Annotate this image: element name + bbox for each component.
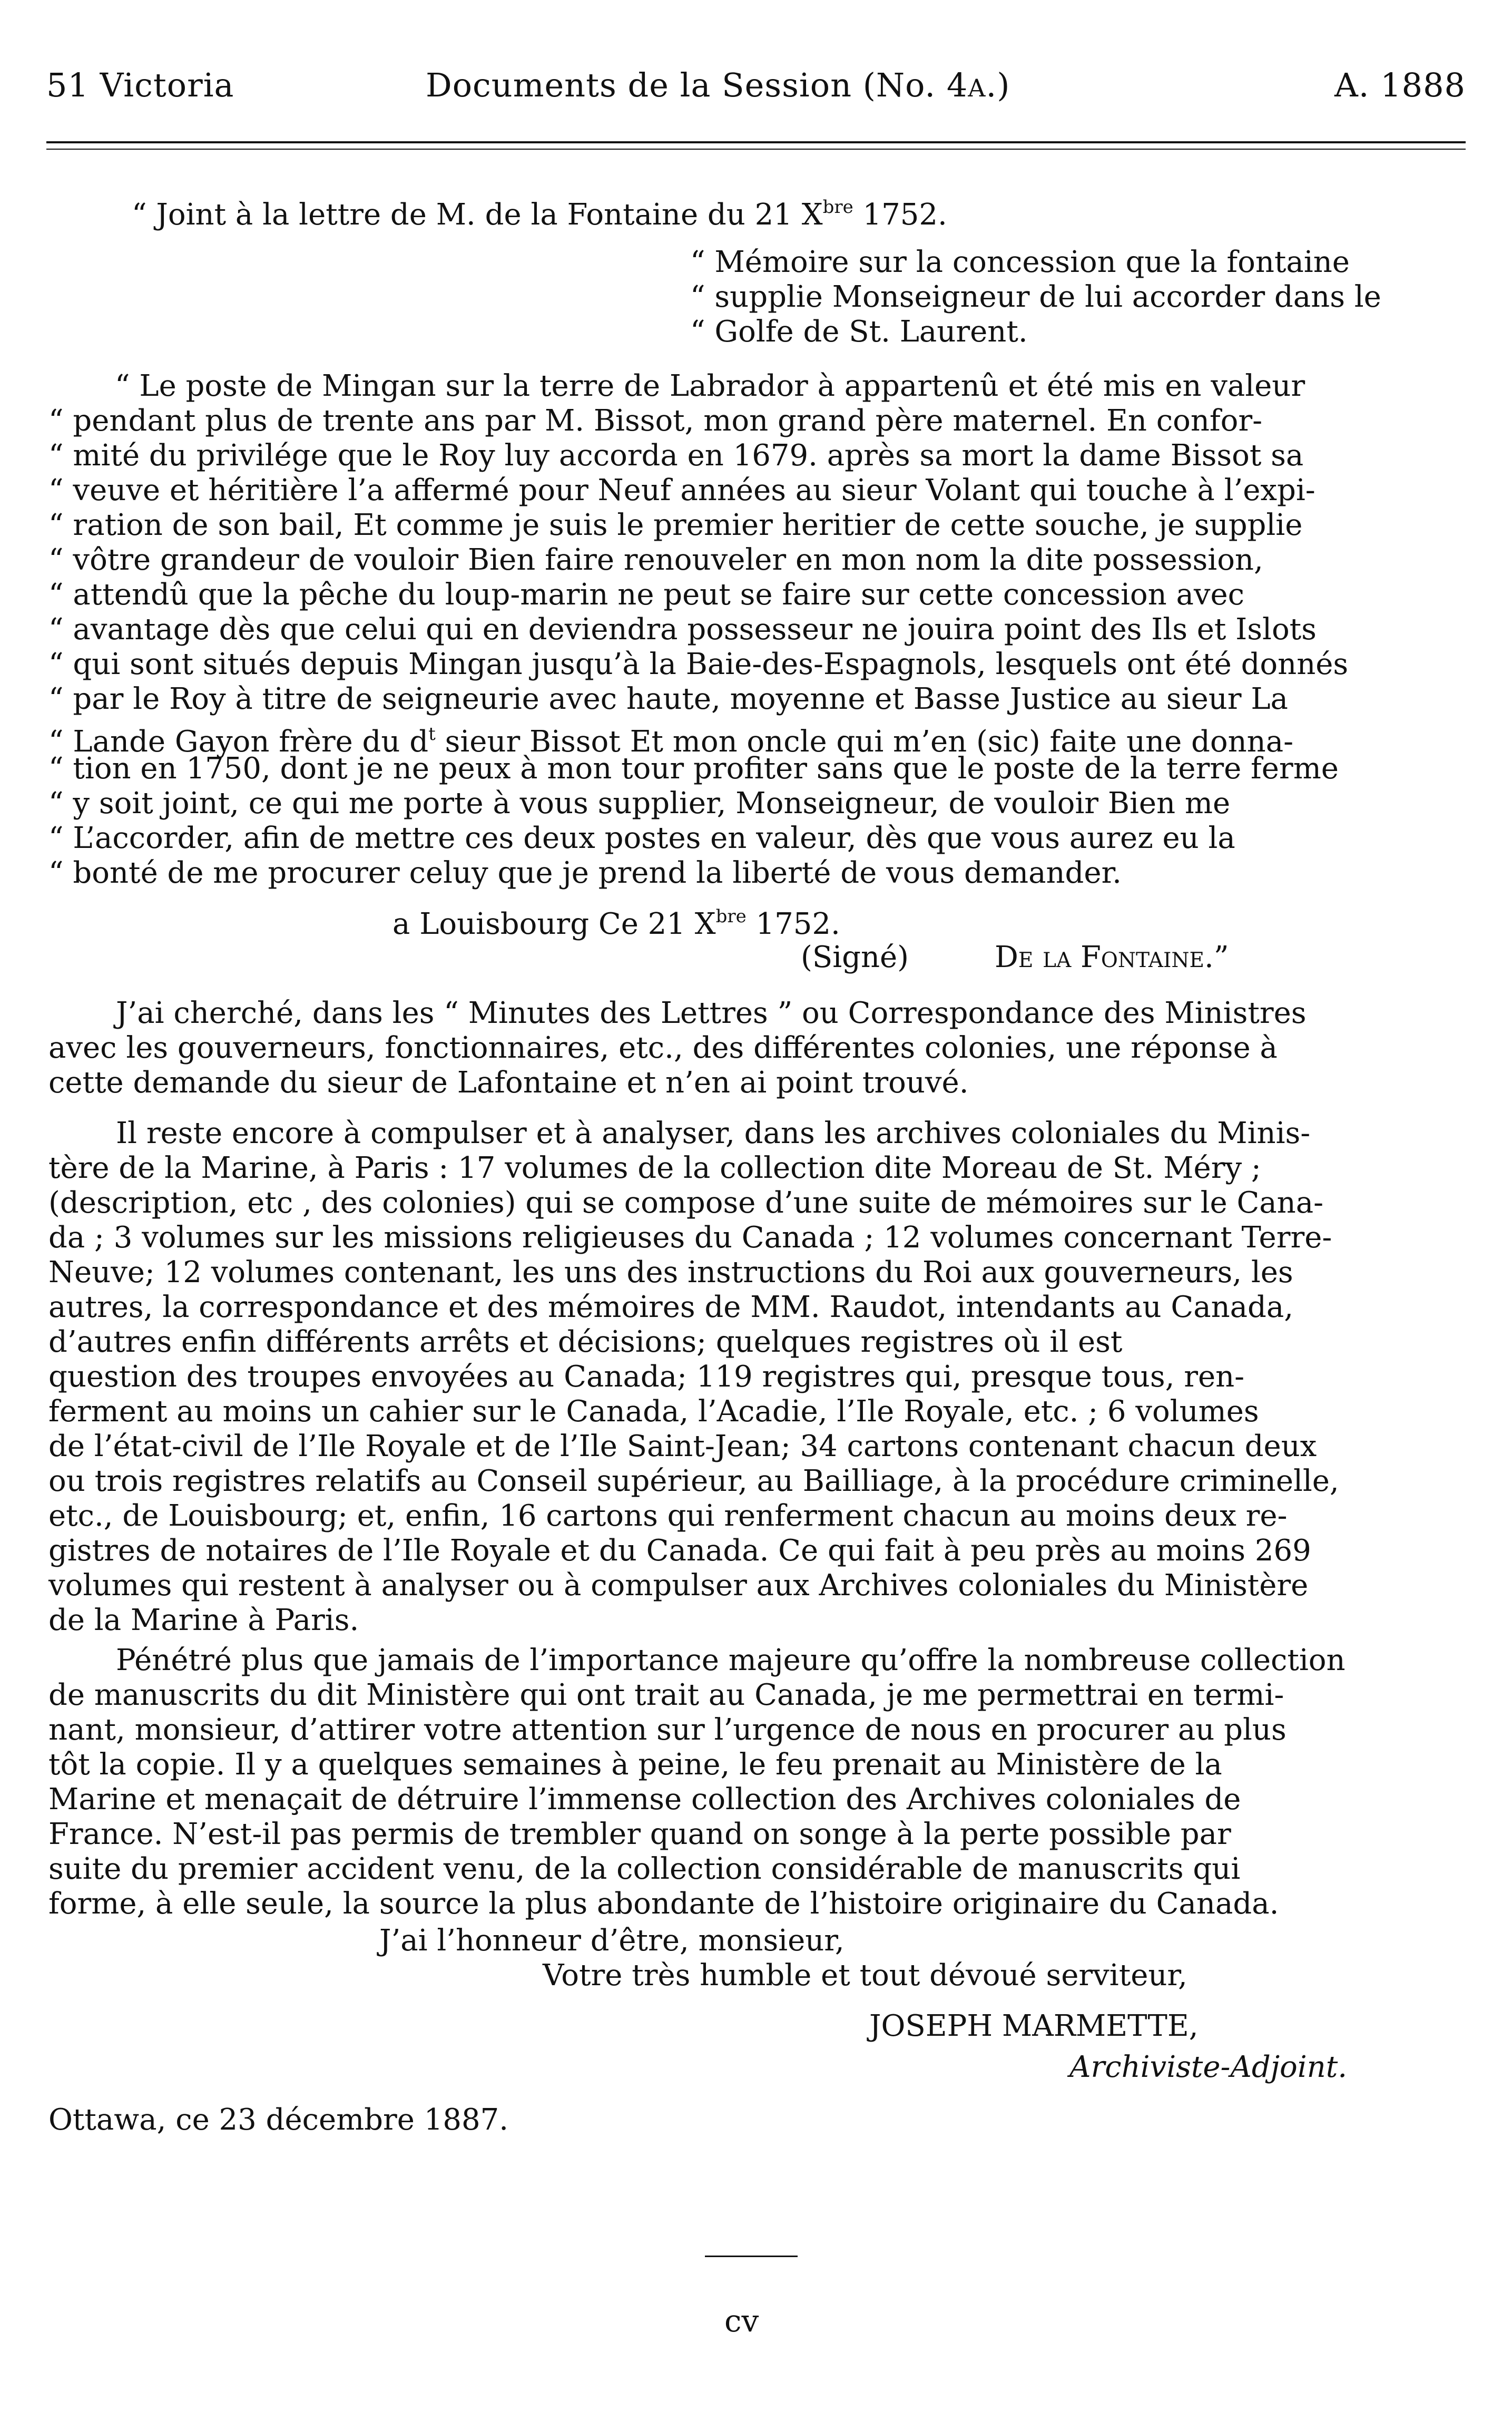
paragraph-line: nant, monsieur, d’attirer votre attention sur l’urgence de nous en procurer au plus bbox=[48, 1713, 1287, 1747]
paragraph-line: Marine et menaçait de détruire l’immense collection des Archives coloniales de bbox=[48, 1782, 1241, 1817]
enclosure-heading bbox=[132, 190, 947, 232]
memoir-line: “ vôtre grandeur de vouloir Bien faire renouveler en mon nom la dite possession, bbox=[48, 543, 1263, 577]
memoir-line: “ ration de son bail, Et comme je suis le premier heritier de cette souche, je supplie bbox=[48, 508, 1303, 542]
memoir-signer: De la Fontaine.” bbox=[995, 940, 1229, 974]
enclosure-heading-year: 1752. bbox=[853, 198, 947, 232]
paragraph-line: avec les gouverneurs, fonctionnaires, etc., des différentes colonies, une réponse à bbox=[48, 1031, 1278, 1065]
enclosure-heading-text: “ Joint à la lettre de M. de la Fontaine du 21 X bbox=[132, 198, 823, 232]
paragraph-line: J’ai cherché, dans les “ Minutes des Lettres ” ou Correspondance des Ministres bbox=[116, 996, 1307, 1030]
memoir-line: “ mité du privilége que le Roy luy accorda en 1679. après sa mort la dame Bissot sa bbox=[48, 438, 1304, 473]
signed-label: (Signé) bbox=[801, 940, 909, 974]
paragraph-line: Pénétré plus que jamais de l’importance majeure qu’offre la nombreuse collection bbox=[116, 1643, 1346, 1677]
memoir-date-year: 1752. bbox=[746, 907, 840, 941]
header-volume: 51 Victoria bbox=[46, 66, 234, 104]
paragraph-line: gistres de notaires de l’Ile Royale et du Canada. Ce qui fait à peu près au moins 269 bbox=[48, 1534, 1311, 1568]
signatory-title: Archiviste-Adjoint. bbox=[1069, 2050, 1348, 2084]
paragraph-line: de la Marine à Paris. bbox=[48, 1603, 359, 1637]
memoir-title-line: “ Mémoire sur la concession que la fontaine bbox=[690, 245, 1350, 279]
memoir-date-text: a Louisbourg Ce 21 X bbox=[392, 907, 716, 941]
memoir-line: “ attendû que la pêche du loup-marin ne peut se faire sur cette concession avec bbox=[48, 578, 1245, 612]
paragraph-line: question des troupes envoyées au Canada; 119 registres qui, presque tous, ren- bbox=[48, 1360, 1245, 1394]
paragraph-line: (description, etc , des colonies) qui se compose d’une suite de mémoires sur le Cana- bbox=[48, 1186, 1324, 1220]
memoir-line-text: sieur Bissot Et mon oncle qui m’en (sic) faite une donna- bbox=[435, 725, 1294, 759]
paragraph-line: etc., de Louisbourg; et, enfin, 16 cartons qui renferment chacun au moins deux re- bbox=[48, 1499, 1288, 1533]
memoir-line: “ bonté de me procurer celuy que je prend la liberté de vous demander. bbox=[48, 856, 1122, 890]
paragraph-line: volumes qui restent à analyser ou à compulser aux Archives coloniales du Ministère bbox=[48, 1568, 1309, 1603]
header-title bbox=[426, 66, 1010, 104]
paragraph-line: cette demande du sieur de Lafontaine et n’en ai point trouvé. bbox=[48, 1066, 969, 1100]
paragraph-line: autres, la correspondance et des mémoires de MM. Raudot, intendants au Canada, bbox=[48, 1290, 1294, 1324]
memoir-line: “ tion en 1750, dont je ne peux à mon tour profiter sans que le poste de la terre ferme bbox=[48, 751, 1339, 786]
memoir-title-line: “ supplie Monseigneur de lui accorder dans le bbox=[690, 280, 1381, 314]
footer-rule bbox=[705, 2256, 798, 2257]
paragraph-line: tère de la Marine, à Paris : 17 volumes de la collection dite Moreau de St. Méry ; bbox=[48, 1151, 1261, 1185]
paragraph-line: forme, à elle seule, la source la plus abondante de l’histoire originaire du Canada. bbox=[48, 1887, 1279, 1921]
memoir-line: “ pendant plus de trente ans par M. Bissot, mon grand père maternel. En confor- bbox=[48, 404, 1263, 438]
memoir-line: “ avantage dès que celui qui en deviendra possesseur ne jouira point des Ils et Islots bbox=[48, 612, 1317, 647]
memoir-line: “ y soit joint, ce qui me porte à vous supplier, Monseigneur, de vouloir Bien me bbox=[48, 786, 1231, 821]
memoir-line: “ L’accorder, afin de mettre ces deux postes en valeur, dès que vous aurez eu la bbox=[48, 821, 1235, 855]
page-folio: cv bbox=[724, 2303, 759, 2339]
closing-salutation: J’ai l’honneur d’être, monsieur, bbox=[379, 1924, 845, 1958]
header-year: A. 1888 bbox=[1334, 66, 1466, 104]
paragraph-line: Il reste encore à compulser et à analyser, dans les archives coloniales du Minis- bbox=[116, 1116, 1311, 1150]
running-header bbox=[46, 66, 1466, 113]
paragraph-line: Neuve; 12 volumes contenant, les uns des instructions du Roi aux gouverneurs, les bbox=[48, 1255, 1293, 1290]
memoir-line: “ qui sont situés depuis Mingan jusqu’à la Baie-des-Espagnols, lesquels ont été donnés bbox=[48, 647, 1349, 681]
paragraph-line: ferment au moins un cahier sur le Canada, l’Acadie, l’Ile Royale, etc. ; 6 volumes bbox=[48, 1394, 1259, 1429]
header-rule-thick bbox=[46, 141, 1466, 143]
memoir-line: “ veuve et héritière l’a affermé pour Neuf années au sieur Volant qui touche à l’expi- bbox=[48, 473, 1315, 507]
memoir-title-line: “ Golfe de St. Laurent. bbox=[690, 315, 1028, 349]
paragraph-line: ou trois registres relatifs au Conseil supérieur, au Bailliage, à la procédure criminelle, bbox=[48, 1464, 1339, 1498]
header-rule-thin bbox=[46, 149, 1466, 150]
header-title-text: Documents de la Session (No. 4 bbox=[426, 66, 968, 104]
paragraph-line: d’autres enfin différents arrêts et décisions; quelques registres où il est bbox=[48, 1325, 1123, 1359]
paragraph-line: da ; 3 volumes sur les missions religieuses du Canada ; 12 volumes concernant Terre- bbox=[48, 1221, 1332, 1255]
header-title-close: .) bbox=[986, 66, 1010, 104]
memoir-line: “ par le Roy à titre de seigneurie avec haute, moyenne et Basse Justice au sieur La bbox=[48, 682, 1288, 716]
paragraph-line: tôt la copie. Il y a quelques semaines à peine, le feu prenait au Ministère de la bbox=[48, 1748, 1222, 1782]
memoir-line-sup: t bbox=[428, 724, 436, 745]
header-title-suffix: A bbox=[968, 74, 986, 102]
paragraph-line: de manuscrits du dit Ministère qui ont trait au Canada, je me permettrai en termi- bbox=[48, 1678, 1284, 1712]
memoir-line: “ Le poste de Mingan sur la terre de Labrador à appartenû et été mis en valeur bbox=[115, 369, 1305, 403]
paragraph-line: de l’état-civil de l’Ile Royale et de l’Ile Saint-Jean; 34 cartons contenant chacun deux bbox=[48, 1429, 1317, 1463]
signatory-name: JOSEPH MARMETTE, bbox=[869, 2009, 1199, 2043]
memoir-date bbox=[392, 899, 840, 942]
closing-formula: Votre très humble et tout dévoué serviteur, bbox=[543, 1958, 1187, 1993]
place-date: Ottawa, ce 23 décembre 1887. bbox=[48, 2103, 509, 2137]
memoir-date-sup: bre bbox=[715, 906, 747, 927]
paragraph-line: France. N’est-il pas permis de trembler quand on songe à la perte possible par bbox=[48, 1817, 1231, 1851]
enclosure-heading-sup: bre bbox=[822, 197, 853, 218]
paragraph-line: suite du premier accident venu, de la collection considérable de manuscrits qui bbox=[48, 1852, 1241, 1886]
memoir-line-text: “ Lande Gayon frère du d bbox=[48, 725, 429, 759]
